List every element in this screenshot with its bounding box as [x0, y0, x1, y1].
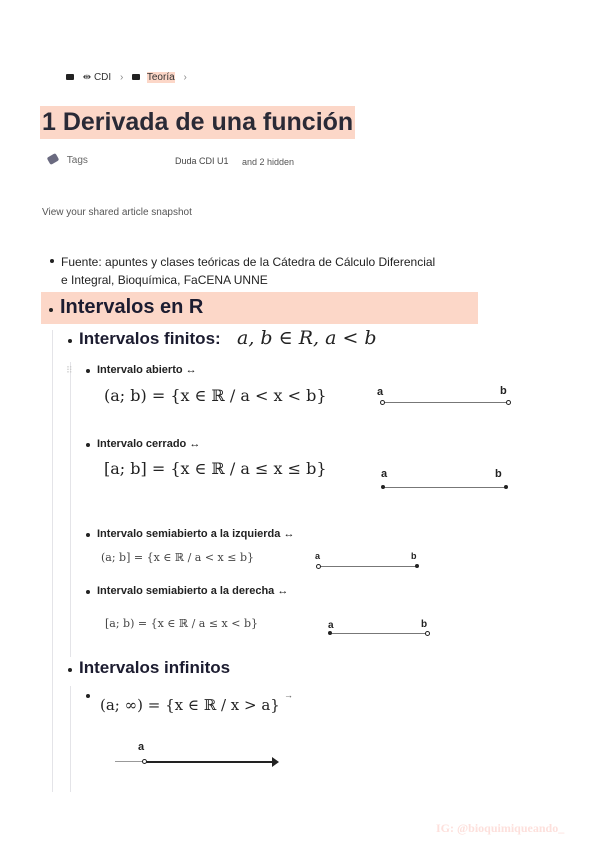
bullet [86, 369, 90, 373]
closed-endpoint [504, 485, 508, 489]
chevron-right-icon: › [119, 72, 124, 83]
breadcrumb-item-cdi[interactable]: CDI [93, 72, 112, 83]
bullet [68, 339, 72, 343]
closed-endpoint [415, 564, 419, 568]
interval-formula: (a; b] = {x ∈ ℝ / a < x ≤ b} [101, 551, 254, 564]
point-label-b: b [500, 385, 507, 397]
interval-line [383, 402, 509, 403]
point-label-a: a [328, 620, 334, 631]
open-endpoint [506, 400, 511, 405]
source-line: Fuente: apuntes y clases teóricas de la Cátedra de Cálculo Diferencial [61, 255, 436, 269]
open-endpoint [380, 400, 385, 405]
point-label-a: a [381, 468, 388, 480]
point-label-a: a [315, 551, 321, 561]
ray-left [115, 761, 145, 762]
interval-label: Intervalo semiabierto a la derecha ↔ [97, 585, 289, 597]
interval-formula: (a; b) = {x ∈ ℝ / a < x < b} [104, 386, 327, 405]
tags-row [48, 155, 88, 166]
point-label-b: b [421, 619, 428, 630]
ray-line [145, 761, 275, 763]
bullet [49, 308, 53, 312]
page-title: 1 Derivada de una función [40, 106, 355, 139]
breadcrumb-item-teoria[interactable]: Teoría [146, 72, 175, 83]
arrowhead-icon [272, 757, 279, 767]
interval-formula: [a; b) = {x ∈ ℝ / a ≤ x < b} [105, 617, 258, 630]
indent-guide [52, 330, 53, 792]
tags-label: Tags [66, 155, 88, 166]
interval-label: Intervalo abierto ↔ [97, 364, 197, 376]
point-label-a: a [138, 741, 145, 753]
folder-icon [132, 74, 140, 80]
source-line: e Integral, Bioquímica, FaCENA UNNE [61, 273, 268, 287]
bullet [86, 694, 90, 698]
source-text [61, 253, 435, 289]
tag-value[interactable]: Duda CDI U1 [175, 156, 229, 166]
snapshot-link[interactable]: View your shared article snapshot [42, 207, 192, 218]
finite-condition: a, b ∈ R, a < b [237, 327, 377, 349]
interval-line [383, 487, 507, 488]
interval-line [318, 566, 418, 567]
open-endpoint [425, 631, 430, 636]
chevron-right-icon: › [183, 72, 187, 83]
folder-icon [66, 74, 74, 80]
tag-icon [47, 153, 60, 165]
indent-guide [70, 362, 71, 657]
arrow-icon: → [284, 690, 293, 700]
closed-endpoint [328, 631, 332, 635]
bullet [86, 443, 90, 447]
usb-icon: ⇹ [82, 72, 92, 83]
bullet [86, 590, 90, 594]
closed-endpoint [381, 485, 385, 489]
interval-label: Intervalo semiabierto a la izquierda ↔ [97, 528, 295, 540]
watermark: IG: @bioquimiqueando_ [436, 821, 565, 835]
open-endpoint [316, 564, 321, 569]
section-heading: Intervalos en R [60, 296, 204, 318]
point-label-b: b [495, 468, 502, 480]
indent-guide [70, 686, 71, 792]
point-label-a: a [377, 386, 384, 398]
infinite-heading: Intervalos infinitos [79, 658, 231, 677]
point-label-b: b [411, 551, 417, 561]
infinite-formula: (a; ∞) = {x ∈ ℝ / x > a} [100, 696, 280, 714]
drag-handle-icon[interactable]: ⠿ [66, 365, 72, 375]
breadcrumb [66, 72, 187, 83]
interval-formula: [a; b] = {x ∈ ℝ / a ≤ x ≤ b} [104, 459, 327, 478]
hidden-tags[interactable]: and 2 hidden [242, 157, 295, 167]
open-endpoint [142, 759, 147, 764]
bullet [86, 533, 90, 537]
bullet [50, 259, 54, 263]
bullet [68, 668, 72, 672]
interval-label: Intervalo cerrado ↔ [97, 438, 201, 450]
interval-line [330, 633, 428, 634]
finite-heading: Intervalos finitos: [79, 329, 221, 348]
